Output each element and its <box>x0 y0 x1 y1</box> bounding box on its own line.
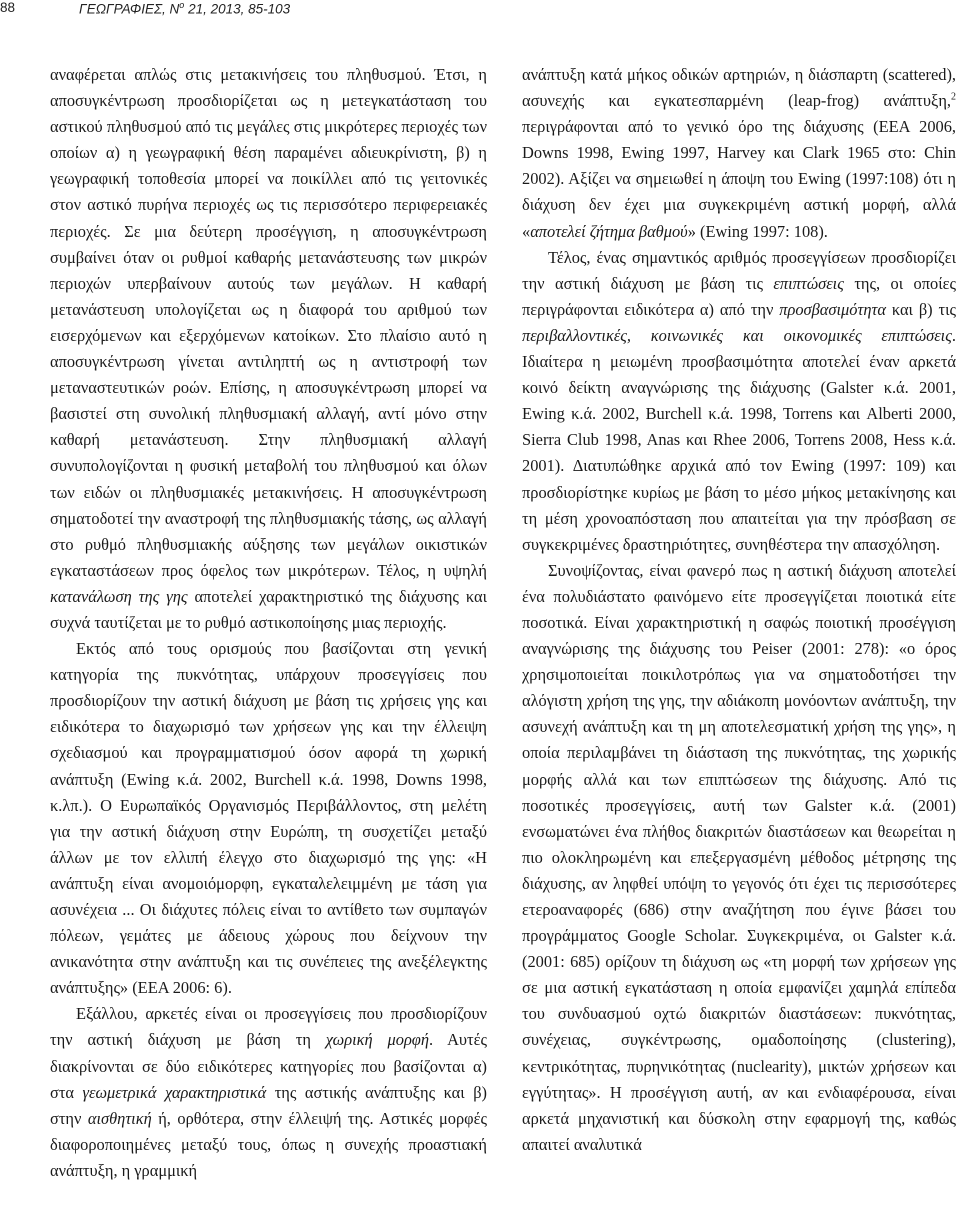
left-column <box>50 62 487 1232</box>
running-header <box>0 0 960 20</box>
paragraph-right-3: Συνοψίζοντας, είναι φανερό πως η αστική διάχυση αποτελεί ένα πολυδιάστατο φαινόμενο είτε προσεγγίζεται ποιοτικά είτε ποσοτικά. Είναι χαρακτηριστική η σαφώς ποιοτική προσέγγιση αναγνώρισης της διάχυσης του Peiser (2001: 278): «ο όρος χρησιμοποιείται ποικιλοτρόπως για να σηματοδοτήσει την αλόγιστη χρήση της γης, την αδιάκοπη μονόοντων ανάπτυξη, την ασυνεχή ανάπτυξη και τη μη αποτελεσματική χρήση της γης», η οποία περιλαμβάνει τη διάσταση της πυκνότητας, της χωρικής μορφής αλλά και των επιπτώσεων της διάχυσης. Από τις ποσοτικές προσεγγίσεις, αυτή των Galster κ.ά. (2001) ενσωματώνει ένα πλήθος διακριτών διαστάσεων και θεωρείται η πιο ολοκληρωμένη και επεξεργασμένη μέθοδος μέτρησης της διάχυσης, αν ληφθεί υπόψη το γεγονός ότι έχει τις περισσότερες ετεροαναφορές (686) στην αναζήτηση που έγινε βάσει του προγράμματος Google Scholar. Συγκεκριμένα, οι Galster κ.ά. (2001: 685) ορίζουν τη διάχυση ως «τη μορφή των χρήσεων γης σε μια αστική εγκατάσταση η οποία εμφανίζει χαμηλά επίπεδα του συνδυασμού οχτώ διακριτών διαστάσεων: πυκνότητας, συνέχειας, συγκέντρωσης, ομαδοποίησης (clustering), κεντρικότητας, πυρηνικότητας (nuclearity), μικτών χρήσεων και εγγύτητας». Η προσέγγιση αυτή, αν και ενδιαφέρουσα, είναι αρκετά μηχανιστική και δύσκολη στην εφαρμογή της, καθώς απαιτεί αναλυτικά <box>522 560 956 1154</box>
footnote-ref: 2 <box>951 91 956 103</box>
paragraph-left-3: Εξάλλου, αρκετές είναι οι προσεγγίσεις που προσδιορίζουν την αστική διάχυση με βάση τη χωρική μορφή. Αυτές διακρίνονται σε δύο ειδικότερες κατηγορίες που βασίζονται α) στα γεωμετρικά χαρακτηριστικά της αστικής ανάπτυξης και β) στην αισθητική ή, ορθότερα, στην έλλειψή της. Αστικές μορφές διαφοροποιημένες μεταξύ τους, όπως η συνεχής προαστιακή ανάπτυξη, η γραμμική <box>50 1004 487 1180</box>
paragraph-right-2: Τέλος, ένας σημαντικός αριθμός προσεγγίσεων προσδιορίζει την αστική διάχυση με βάση τις επιπτώσεις της, οι οποίες περιγράφονται ειδικότερα α) από την προσβασιμότητα και β) τις περιβαλλοντικές, κοινωνικές και οικονομικές επιπτώσεις. Ιδιαίτερα η μειωμένη προσβασιμότητα αποτελεί έναν αρκετά κοινό δείκτη αναγνώρισης της διάχυσης (Galster κ.ά. 2001, Ewing κ.ά. 2002, Burchell κ.ά. 1998, Torrens και Alberti 2000, Sierra Club 1998, Anas και Rhee 2006, Torrens 2008, Hess κ.ά. 2001). Διατυπώθηκε αρχικά από τον Ewing (1997: 109) και προσδιορίστηκε κυρίως με βάση το μέσο μήκος μετακίνησης και τη μέση χρονοαπόσταση που απαιτείται για την πρόσβαση σε συγκεκριμένες δραστηριότητες, συνηθέστερα την απασχόληση. <box>522 247 956 554</box>
paragraph-left-1: αναφέρεται απλώς στις μετακινήσεις του πληθυσμού. Έτσι, η αποσυγκέντρωση προσδιορίζεται ως η μετεγκατάσταση του αστικού πληθυσμού από τις μεγάλες στις μικρότερες περιοχές των οποίων α) η γεωγραφική θέση παραμένει αδιευκρίνιστη, β) η γεωγραφική τοποθεσία μπορεί να ποικίλλει από τις γειτονικές στον αστικό πυρήνα περιοχές ως τις περισσότερο περιφερειακές περιοχές. Σε μια δεύτερη προσέγγιση, η αποσυγκέντρωση συμβαίνει όταν οι ρυθμοί καθαρής μετανάστευσης των μικρών περιοχών υπερβαίνουν αυτούς των μεγάλων. Η καθαρή μετανάστευση υπολογίζεται ως η διαφορά του αριθμού των εισερχόμενων και εξερχόμενων κατοίκων. Στο πλαίσιο αυτό η αποσυγκέντρωση γίνεται αντιληπτή ως η αντιστροφή των μεταναστευτικών ροών. Επίσης, η αποσυγκέντρωση μπορεί να βασιστεί στη συνολική πληθυσμιακή αλλαγή, αντί μόνο στην καθαρή μετανάστευση. Στην πληθυσμιακή αλλαγή συνυπολογίζονται η φυσική μεταβολή του πληθυσμού και όλων των ειδών οι πληθυσμιακές μετακινήσεις. Η αποσυγκέντρωση σηματοδοτεί την αναστροφή της πληθυσμιακής τάσης, ως αλλαγή στο ρυθμό πληθυσμιακής αύξησης των μεγάλων οικιστικών εγκαταστάσεων προς όφελος των μικρότερων. Τέλος, η υψηλή κατανάλωση της γης αποτελεί χαρακτηριστικό της διάχυσης και συχνά ταυτίζεται με το ρυθμό αστικοποίησης μιας περιοχής. <box>50 65 487 632</box>
paragraph-right-1: ανάπτυξη κατά μήκος οδικών αρτηριών, η διάσπαρτη (scattered), ασυνεχής και εγκατεσπαρμένη (leap-frog) ανάπτυξη,$^2$ περιγράφονται από το γενικό όρο της διάχυσης (EEA 2006, Downs 1998, Ewing 1997, Harvey και Clark 1965 στο: Chin 2002). Αξίζει να σημειωθεί η άποψη του Ewing (1997:108) ότι η διάχυση δεν έχει μια συγκεκριμένη αστική μορφή, αλλά «αποτελεί ζήτημα βαθμού» (Ewing 1997: 108). <box>522 65 956 241</box>
page-number: 88 <box>0 0 16 15</box>
paragraph-left-2: Εκτός από τους ορισμούς που βασίζονται στη γενική κατηγορία της πυκνότητας, υπάρχουν προσεγγίσεις που προσδιορίζουν την αστική διάχυση με βάση τις χρήσεις γης και ειδικότερα το διαχωρισμό των χρήσεων γης και την έλλειψη σχεδιασμού και προγραμματισμού όσον αφορά τη χωρική ανάπτυξη (Ewing κ.ά. 2002, Burchell κ.ά. 1998, Downs 1998, κ.λπ.). Ο Ευρωπαϊκός Οργανισμός Περιβάλλοντος, στη μελέτη για την αστική διάχυση στην Ευρώπη, τη συσχετίζει μεταξύ άλλων με τον ελλιπή έλεγχο στο διαχωρισμό της γης: «Η ανάπτυξη είναι ανομοιόμορφη, εγκαταλελειμμένη με τάση για ασυνέχεια ... Οι διάχυτες πόλεις είναι το αντίθετο των συμπαγών πόλεων, γεμάτες με άδειους χώρους που δείχνουν την ανικανότητα στην ανάπτυξη και τις συνέπειες της ανεξέλεγκτης ανάπτυξης» (EEA 2006: 6). <box>50 639 487 998</box>
right-column <box>522 62 956 1232</box>
journal-citation: ΓΕΩΓΡΑΦΙΕΣ, $N^o$ 21, 2013, 85-103 <box>79 0 291 17</box>
